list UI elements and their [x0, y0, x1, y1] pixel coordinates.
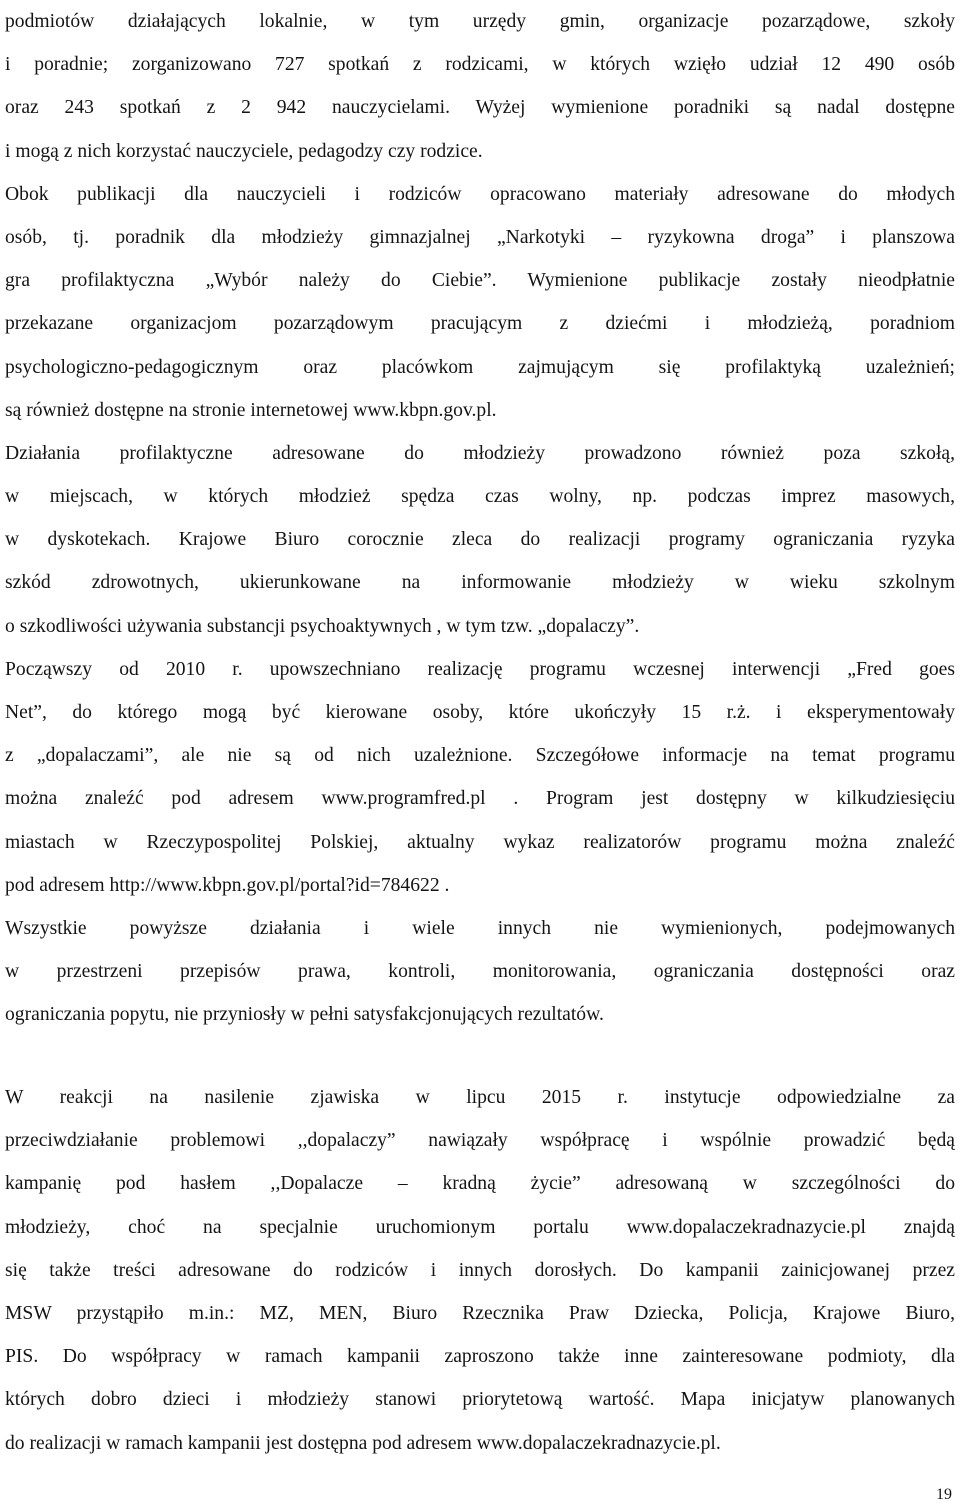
page-number: 19 — [936, 1486, 952, 1503]
text-line: Obok publikacji dla nauczycieli i rodziców opracowano materiały adresowane do młodych — [5, 183, 955, 205]
text-line: ograniczania popytu, nie przyniosły w pełni satysfakcjonujących rezultatów. — [5, 1004, 604, 1026]
text-line: do realizacji w ramach kampanii jest dostępna pod adresem www.dopalaczekradnazycie.pl. — [5, 1432, 721, 1454]
text-line: i poradnie; zorganizowano 727 spotkań z rodzicami, w których wzięło udział 12 490 osób — [5, 54, 955, 76]
text-line: w dyskotekach. Krajowe Biuro corocznie zleca do realizacji programy ograniczania ryzyka — [5, 529, 955, 551]
text-line: miastach w Rzeczypospolitej Polskiej, aktualny wykaz realizatorów programu można znaleźć — [5, 831, 955, 853]
text-line: MSW przystąpiło m.in.: MZ, MEN, Biuro Rzecznika Praw Dziecka, Policja, Krajowe Biuro, — [5, 1302, 955, 1324]
text-line: przeciwdziałanie problemowi ,,dopalaczy” nawiązały współpracę i wspólnie prowadzić będą — [5, 1130, 955, 1152]
text-line: osób, tj. poradnik dla młodzieży gimnazjalnej „Narkotyki – ryzykowna droga” i planszowa — [5, 226, 955, 248]
text-line: Wszystkie powyższe działania i wiele innych nie wymienionych, podejmowanych — [5, 917, 955, 939]
text-line: się także treści adresowane do rodziców i innych dorosłych. Do kampanii zainicjowanej przez — [5, 1259, 955, 1281]
text-line: oraz 243 spotkań z 2 942 nauczycielami. Wyżej wymienione poradniki są nadal dostępne — [5, 97, 955, 119]
text-line: są również dostępne na stronie internetowej www.kbpn.gov.pl. — [5, 399, 497, 421]
text-line: gra profilaktyczna „Wybór należy do Ciebie”. Wymienione publikacje zostały nieodpłatnie — [5, 270, 955, 292]
body-text-block-2 — [5, 1076, 955, 1465]
text-line: Począwszy od 2010 r. upowszechniano realizację programu wczesnej interwencji „Fred goes — [5, 658, 955, 680]
text-line: o szkodliwości używania substancji psychoaktywnych , w tym tzw. „dopalaczy”. — [5, 615, 640, 637]
text-line: Działania profilaktyczne adresowane do młodzieży prowadzono również poza szkołą, — [5, 442, 955, 464]
text-line: podmiotów działających lokalnie, w tym urzędy gmin, organizacje pozarządowe, szkoły — [5, 11, 955, 32]
text-line: w miejscach, w których młodzież spędza czas wolny, np. podczas imprez masowych, — [5, 486, 955, 508]
text-line: kampanię pod hasłem ,,Dopalacze – kradną życie” adresowaną w szczególności do — [5, 1173, 955, 1195]
text-line: przekazane organizacjom pozarządowym pracującym z dziećmi i młodzieżą, poradniom — [5, 313, 955, 335]
text-line: Net”, do którego mogą być kierowane osoby, które ukończyły 15 r.ż. i eksperymentowały — [5, 702, 955, 723]
text-line: młodzieży, choć na specjalnie uruchomionym portalu www.dopalaczekradnazycie.pl znajdą — [5, 1216, 955, 1238]
text-line: i mogą z nich korzystać nauczyciele, pedagodzy czy rodzice. — [5, 140, 483, 162]
body-text-block-1 — [5, 0, 955, 1037]
text-line: z „dopalaczami”, ale nie są od nich uzależnione. Szczegółowe informacje na temat programu — [5, 745, 955, 767]
text-line: można znaleźć pod adresem www.programfred.pl . Program jest dostępny w kilkudziesięciu — [5, 788, 955, 810]
text-line: pod adresem http://www.kbpn.gov.pl/portal?id=784622 . — [5, 874, 450, 896]
text-line: w przestrzeni przepisów prawa, kontroli, monitorowania, ograniczania dostępności oraz — [5, 961, 955, 983]
text-line: których dobro dzieci i młodzieży stanowi priorytetową wartość. Mapa inicjatyw planowanych — [5, 1389, 955, 1411]
text-line: PIS. Do współpracy w ramach kampanii zaproszono także inne zainteresowane podmioty, dla — [5, 1346, 955, 1368]
text-line: W reakcji na nasilenie zjawiska w lipcu 2015 r. instytucje odpowiedzialne za — [5, 1087, 955, 1108]
text-line: szkód zdrowotnych, ukierunkowane na informowanie młodzieży w wieku szkolnym — [5, 572, 955, 594]
text-line: psychologiczno-pedagogicznym oraz placówkom zajmującym się profilaktyką uzależnień; — [5, 356, 955, 378]
